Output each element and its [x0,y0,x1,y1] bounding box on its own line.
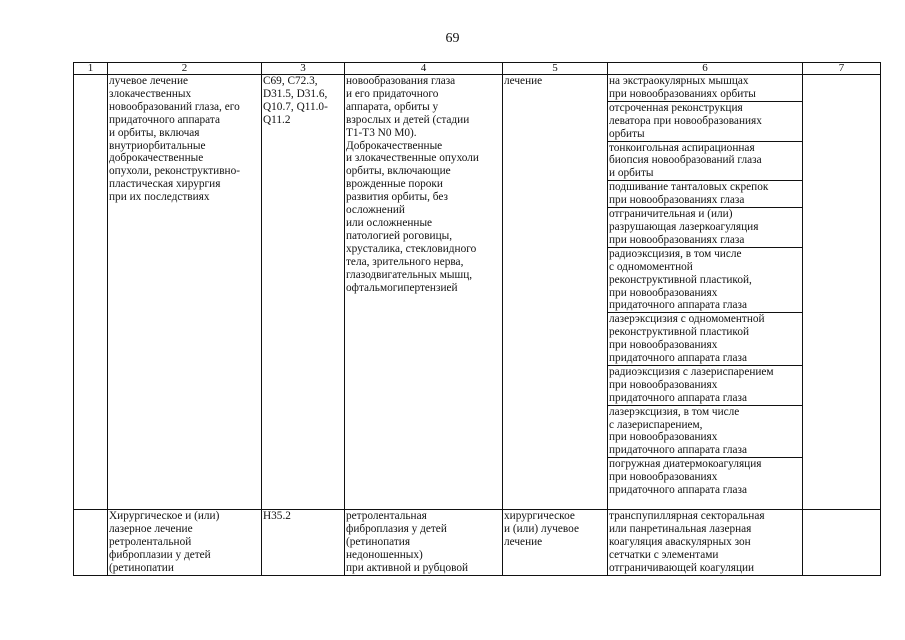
procedures-table [73,62,881,576]
header-col-5: 5 [503,63,608,75]
table-row [74,510,881,576]
cell-col-7 [803,75,881,510]
procedure-item: радиоэксцизия, в том числе с одномоментной реконструктивной пластикой, при новообразованиях придаточного аппарата глаза [608,248,802,314]
procedure-item: на экстраокулярных мышцах при новообразованиях орбиты [608,75,802,102]
procedure-item: погружная диатермокоагуляция при новообразованиях придаточного аппарата глаза [609,458,762,497]
procedures-cell: транспупиллярная секторальная или панретинальная лазерная коагуляция аваскулярных зон сетчатки с элементами отграничивающей коагуляции [608,510,803,576]
treatment-method-cell: хирургическое и (или) лучевое лечение [503,510,608,576]
icd-codes-cell: H35.2 [262,510,345,576]
cell-col-7 [803,510,881,576]
header-col-2: 2 [108,63,262,75]
icd-codes-cell: C69, C72.3, D31.5, D31.6, Q10.7, Q11.0- Q11.2 [262,75,345,510]
procedure-item: тонкоигольная аспирационная биопсия новообразований глаза и орбиты [608,142,802,182]
page-number: 69 [445,31,460,46]
header-col-6: 6 [608,63,803,75]
treatment-type-cell: Хирургическое и (или) лазерное лечение ретролентальной фиброплазии у детей (ретинопатии [108,510,262,576]
header-col-3: 3 [262,63,345,75]
diagnosis-cell: ретролентальная фиброплазия у детей (ретинопатия недоношенных) при активной и рубцовой [345,510,503,576]
table-row [74,75,881,510]
procedure-item: отграничительная и (или) разрушающая лазеркоагуляция при новообразованиях глаза [608,208,802,248]
treatment-type-cell: лучевое лечение злокачественных новообразований глаза, его придаточного аппарата и орбиты, включая внутриорбитальные доброкачественные опухоли, реконструктивно- пластическая хирургия при их последствиях [108,75,262,510]
procedures-cell [608,75,803,510]
procedure-item: лазерэксцизия с одномоментной реконструктивной пластикой при новообразованиях придаточного аппарата глаза [608,313,802,366]
header-col-1: 1 [74,63,108,75]
procedure-item: радиоэксцизия с лазериспарением при новообразованиях придаточного аппарата глаза [608,366,802,406]
cell-col-1 [74,510,108,576]
treatment-method-cell: лечение [503,75,608,510]
procedure-item: отсроченная реконструкция леватора при новообразованиях орбиты [608,102,802,142]
header-col-7: 7 [803,63,881,75]
diagnosis-cell: новообразования глаза и его придаточного аппарата, орбиты у взрослых и детей (стадии T1-T3 N0 M0). Доброкачественные и злокачественные опухоли орбиты, включающие врожденные пороки развития орбиты, без осложнений или осложненные патологией роговицы, хрусталика, стекловидного тела, зрительного нерва, глазодвигательных мышц, офтальмогипертензией [345,75,503,510]
header-row [74,63,881,75]
procedure-item: лазерэксцизия, в том числе с лазериспарением, при новообразованиях придаточного аппарата глаза [608,406,802,459]
procedure-item: подшивание танталовых скрепок при новообразованиях глаза [608,181,802,208]
header-col-4: 4 [345,63,503,75]
cell-col-1 [74,75,108,510]
